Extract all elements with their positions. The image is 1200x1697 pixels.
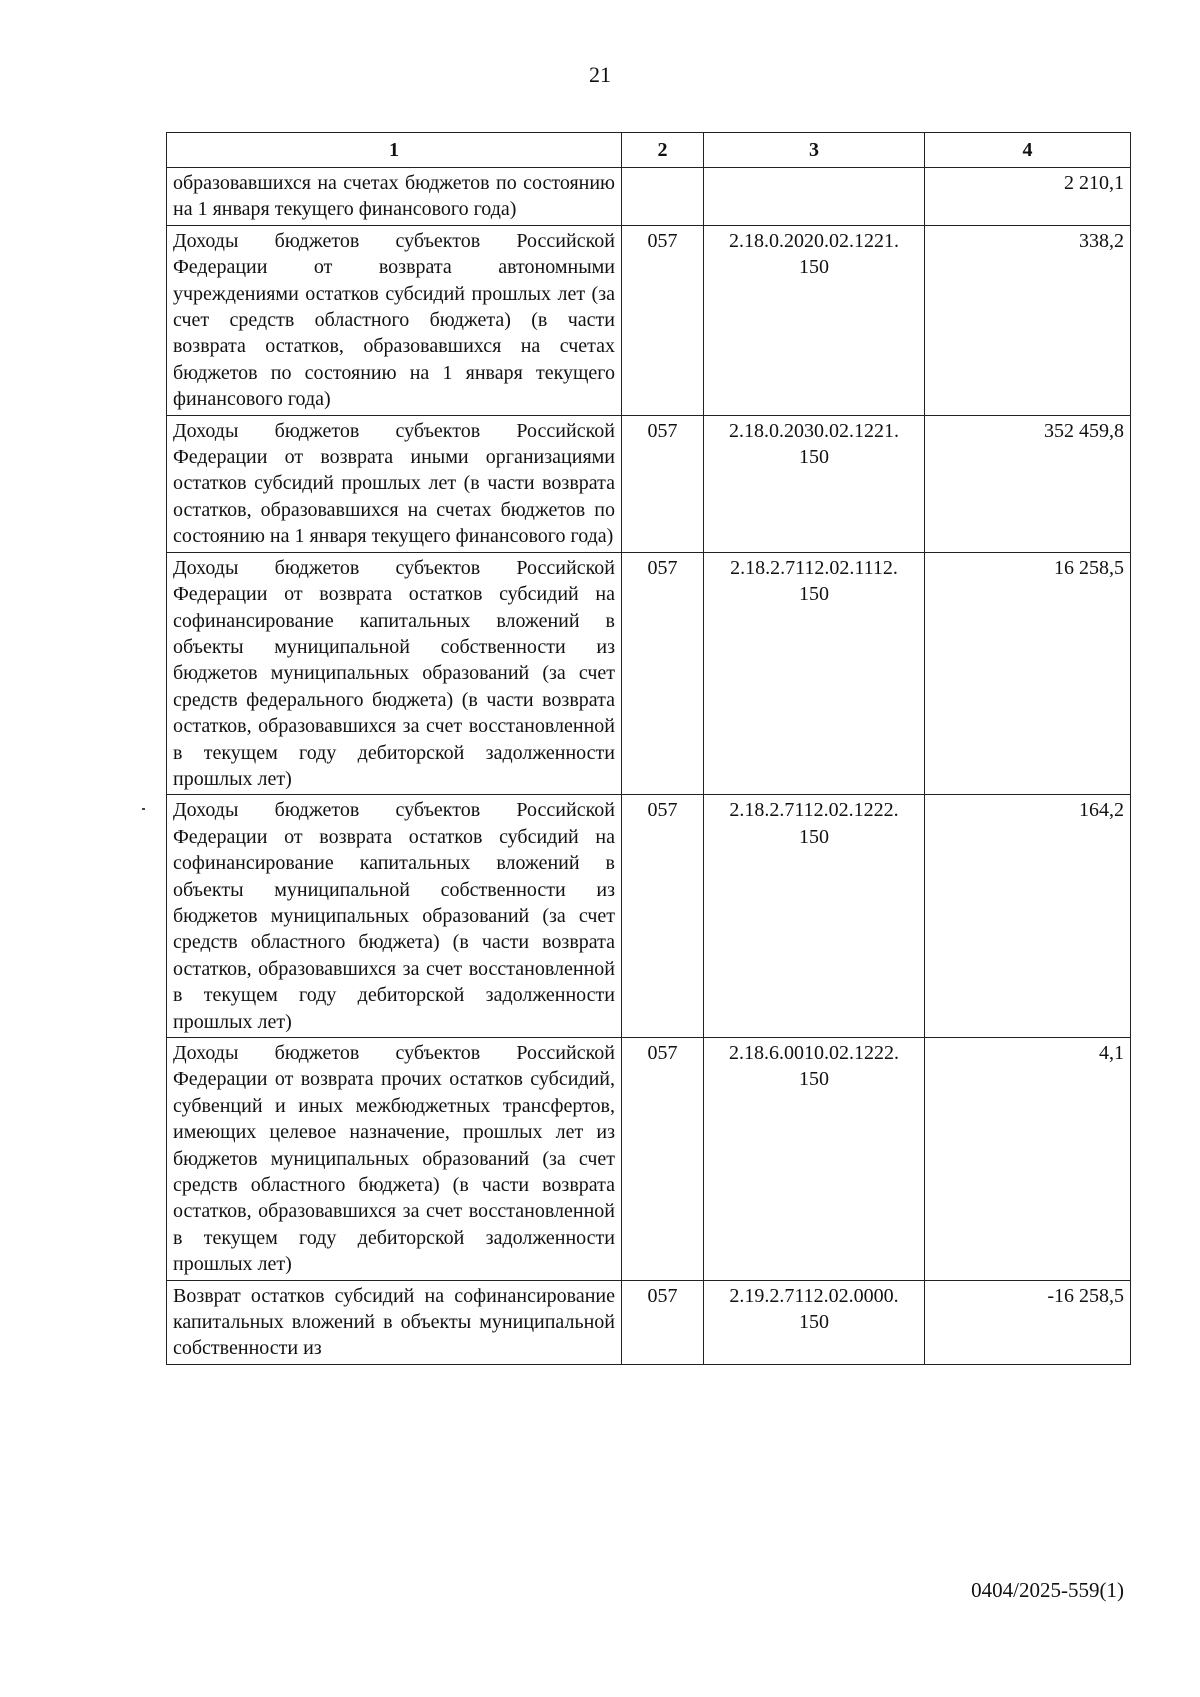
header-col-3: 3 [704,133,925,168]
row-description: Доходы бюджетов субъектов Российской Федерации от возврата иными организациями остатков субсидий прошлых лет (в части возврата остатков, образовавшихся на счетах бюджетов по состоянию на 1 января текущего финансового года) [167,415,622,552]
row-description: Доходы бюджетов субъектов Российской Федерации от возврата автономными учреждениями остатков субсидий прошлых лет (за счет средств областного бюджета) (в части возврата остатков, образовавшихся на счетах бюджетов по состоянию на 1 января текущего финансового года) [167,225,622,415]
table-row [167,1280,1131,1364]
row-admin-code: 057 [622,1038,704,1281]
table-row [167,225,1131,415]
document-id: 0404/2025-559(1) [971,1578,1124,1602]
header-col-1: 1 [167,133,622,168]
row-admin-code [622,168,704,226]
row-classification-code [704,415,925,552]
row-classification-code [704,552,925,795]
code-line-2: 150 [799,256,829,279]
code-line-1: 2.18.0.2030.02.1221. [729,419,899,442]
scan-artifact [142,808,145,810]
row-description: Доходы бюджетов субъектов Российской Федерации от возврата остатков субсидий на софинансирование капитальных вложений в объекты муниципальной собственности из бюджетов муниципальных образований (за счет средств федерального бюджета) (в части возврата остатков, образовавшихся за счет восстановленной в текущем году дебиторской задолженности прошлых лет) [167,552,622,795]
row-amount: 4,1 [925,1038,1131,1281]
row-description: Доходы бюджетов субъектов Российской Федерации от возврата прочих остатков субсидий, субвенций и иных межбюджетных трансфертов, имеющих целевое назначение, прошлых лет из бюджетов муниципальных образований (за счет средств областного бюджета) (в части возврата остатков, образовавшихся за счет восстановленной в текущем году дебиторской задолженности прошлых лет) [167,1038,622,1281]
header-col-4: 4 [925,133,1131,168]
code-line-1: 2.19.2.7112.02.0000. [729,1284,899,1307]
header-col-2: 2 [622,133,704,168]
page-number: 21 [589,62,611,87]
table-header-row [167,133,1131,168]
row-description: образовавшихся на счетах бюджетов по состоянию на 1 января текущего финансового года) [167,168,622,226]
code-line-2: 150 [799,446,829,469]
row-admin-code: 057 [622,552,704,795]
row-admin-code: 057 [622,795,704,1038]
row-amount: -16 258,5 [925,1280,1131,1364]
row-admin-code: 057 [622,1280,704,1364]
row-amount: 2 210,1 [925,168,1131,226]
table-row [167,1038,1131,1281]
code-line-1: 2.18.2.7112.02.1222. [729,799,899,822]
row-classification-code [704,795,925,1038]
table-row [167,168,1131,226]
code-line-2: 150 [799,825,829,848]
table-row [167,795,1131,1038]
budget-revenue-table [166,132,1131,1365]
code-line-1: 2.18.2.7112.02.1112. [730,556,898,579]
row-admin-code: 057 [622,225,704,415]
code-line-1: 2.18.6.0010.02.1222. [729,1042,899,1064]
row-admin-code: 057 [622,415,704,552]
code-line-2: 150 [799,1311,829,1334]
code-line-2: 150 [799,1068,829,1091]
row-amount: 164,2 [925,795,1131,1038]
row-amount: 338,2 [925,225,1131,415]
code-line-1: 2.18.0.2020.02.1221. [729,229,899,252]
row-amount: 352 459,8 [925,415,1131,552]
row-classification-code [704,1280,925,1364]
row-classification-code [704,1038,925,1281]
row-classification-code [704,225,925,415]
row-classification-code [704,168,925,226]
code-line-2: 150 [799,583,829,606]
row-description: Доходы бюджетов субъектов Российской Федерации от возврата остатков субсидий на софинансирование капитальных вложений в объекты муниципальной собственности из бюджетов муниципальных образований (за счет средств областного бюджета) (в части возврата остатков, образовавшихся за счет восстановленной в текущем году дебиторской задолженности прошлых лет) [167,795,622,1038]
table-row [167,415,1131,552]
row-amount: 16 258,5 [925,552,1131,795]
table-row [167,552,1131,795]
row-description: Возврат остатков субсидий на софинансирование капитальных вложений в объекты муниципальной собственности из [167,1280,622,1364]
